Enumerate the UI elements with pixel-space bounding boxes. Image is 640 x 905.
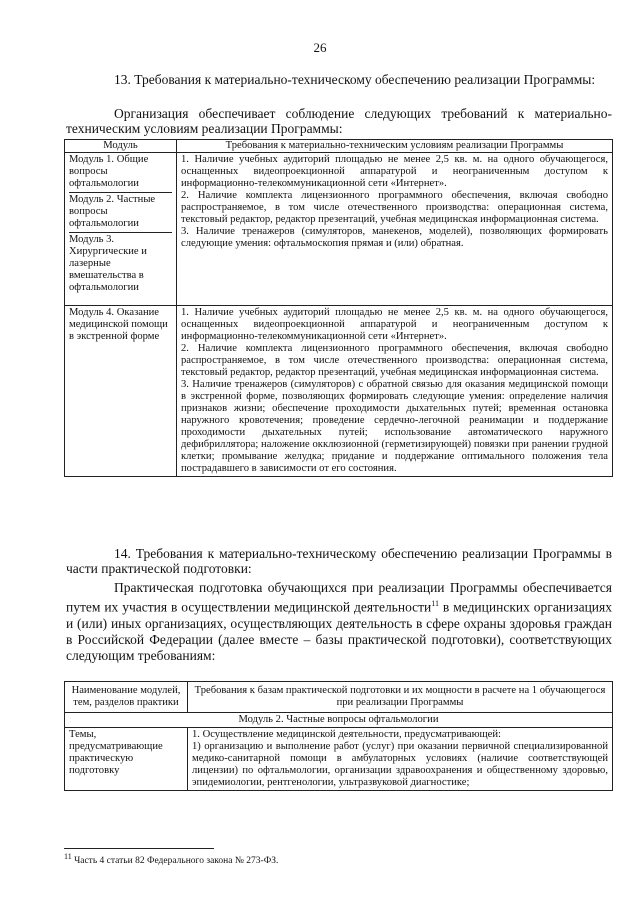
requirement-item: 1. Осуществление медицинской деятельности, предусматривающей: (192, 729, 501, 740)
table-row (65, 728, 613, 791)
table-header-row (65, 140, 613, 153)
requirements-cell (177, 306, 613, 477)
requirement-item: 3. Наличие тренажеров (симуляторов, манекенов, моделей), позволяющих формировать следующие умения: офтальмоскопия прямая и (или) обратная. (181, 226, 608, 249)
section-13-intro: Организация обеспечивает соблюдение следующих требований к материально-техническим условиям реализации Программы: (66, 106, 612, 136)
paragraph-text-continued: в медицинских организациях и (или) иных организациях, осуществляющих деятельность в сфере охраны здоровья граждан в Российской Федерации (далее вместе – базы практической подготовки), соответствующих следующим требованиям: (66, 599, 612, 663)
requirement-item: 1. Наличие учебных аудиторий площадью не менее 2,5 кв. м. на одного обучающегося, оснащенных видеопроекционной аппаратурой и неограниченным доступом к информационно-телекоммуникационной сети «Интернет». (181, 307, 608, 342)
page-number: 26 (313, 40, 327, 55)
table-row (65, 153, 613, 306)
footnote-ref: 11 (431, 599, 439, 608)
table-header-row (65, 682, 613, 713)
module-cell (65, 153, 177, 306)
requirement-item: 2. Наличие комплекта лицензионного программного обеспечения, включая свободно распространяемое, в том числе отечественного производства: операционная система, текстовый редактор, редактор презентаций, учебная медицинская информационная система. (181, 343, 608, 378)
footnote-text: Часть 4 статьи 82 Федерального закона № 273-ФЗ. (71, 856, 279, 867)
topics-cell: Темы, предусматривающие практическую подготовку (65, 728, 188, 791)
requirements-cell (177, 153, 613, 306)
module-3-label: Модуль 3. Хирургические и лазерные вмешательства в офтальмологии (69, 234, 147, 293)
base-requirements-cell (188, 728, 613, 791)
header-modules: Наименование модулей, тем, разделов практики (65, 682, 188, 713)
module-2-section-label: Модуль 2. Частные вопросы офтальмологии (65, 713, 613, 728)
requirement-item: 1. Наличие учебных аудиторий площадью не менее 2,5 кв. м. на одного обучающегося, оснащенных видеопроекционной аппаратурой и неограниченным доступом к информационно-телекоммуникационной сети «Интернет». (181, 154, 608, 189)
footnote-number: 11 (64, 852, 72, 861)
table-section-row (65, 713, 613, 728)
practical-bases-table (64, 681, 613, 791)
requirement-item: 1) организацию и выполнение работ (услуг) при оказании первичной специализированной медико-санитарной помощи в амбулаторных условиях (наличие соответствующей лицензии) по офтальмологии, организации здравоохранения и общественному здоровью, эпидемиологии, рентгенологии, ультразвуковой диагностике; (192, 741, 608, 788)
section-13-heading: 13. Требования к материально-техническому обеспечению реализации Программы: (114, 72, 596, 87)
header-module: Модуль (65, 140, 177, 153)
header-requirements: Требования к материально-техническим условиям реализации Программы (177, 140, 613, 153)
paragraph-text: Практическая подготовка обучающихся при реализации Программы обеспечивается путем их участия в осуществлении медицинской деятельности (66, 580, 612, 615)
module-2-label: Модуль 2. Частные вопросы офтальмологии (69, 193, 172, 233)
footnote-divider (64, 848, 214, 849)
footnote (64, 852, 278, 866)
material-requirements-table (64, 139, 613, 477)
module-1-label: Модуль 1. Общие вопросы офтальмологии (69, 153, 172, 193)
table-row (65, 306, 613, 477)
module-4-label: Модуль 4. Оказание медицинской помощи в экстренной форме (65, 306, 177, 477)
header-base-requirements: Требования к базам практической подготовки и их мощности в расчете на 1 обучающегося при реализации Программы (188, 682, 613, 713)
section-14-heading: 14. Требования к материально-техническому обеспечению реализации Программы в части практической подготовки: (66, 546, 612, 576)
requirement-item: 2. Наличие комплекта лицензионного программного обеспечения, включая свободно распространяемое, в том числе отечественного производства: операционная система, текстовый редактор, редактор презентаций, учебная медицинская информационная система. (181, 190, 608, 225)
requirement-item: 3. Наличие тренажеров (симуляторов) с обратной связью для оказания медицинской помощи в экстренной форме, позволяющих формировать следующие умения: определение наличия признаков жизни; обеспечение проходимости дыхательных путей; временная остановка наружного кровотечения; проведение сердечно-легочной реанимации и поддержание проходимости дыхательных путей; использование автоматического наружного дефибриллятора; наложение окклюзионной (герметизирующей) повязки при ранении грудной клетки; промывание желудка; придание и поддержание оптимального положения тела пострадавшего в зависимости от его состояния. (181, 379, 608, 474)
section-14-paragraph (66, 580, 612, 664)
